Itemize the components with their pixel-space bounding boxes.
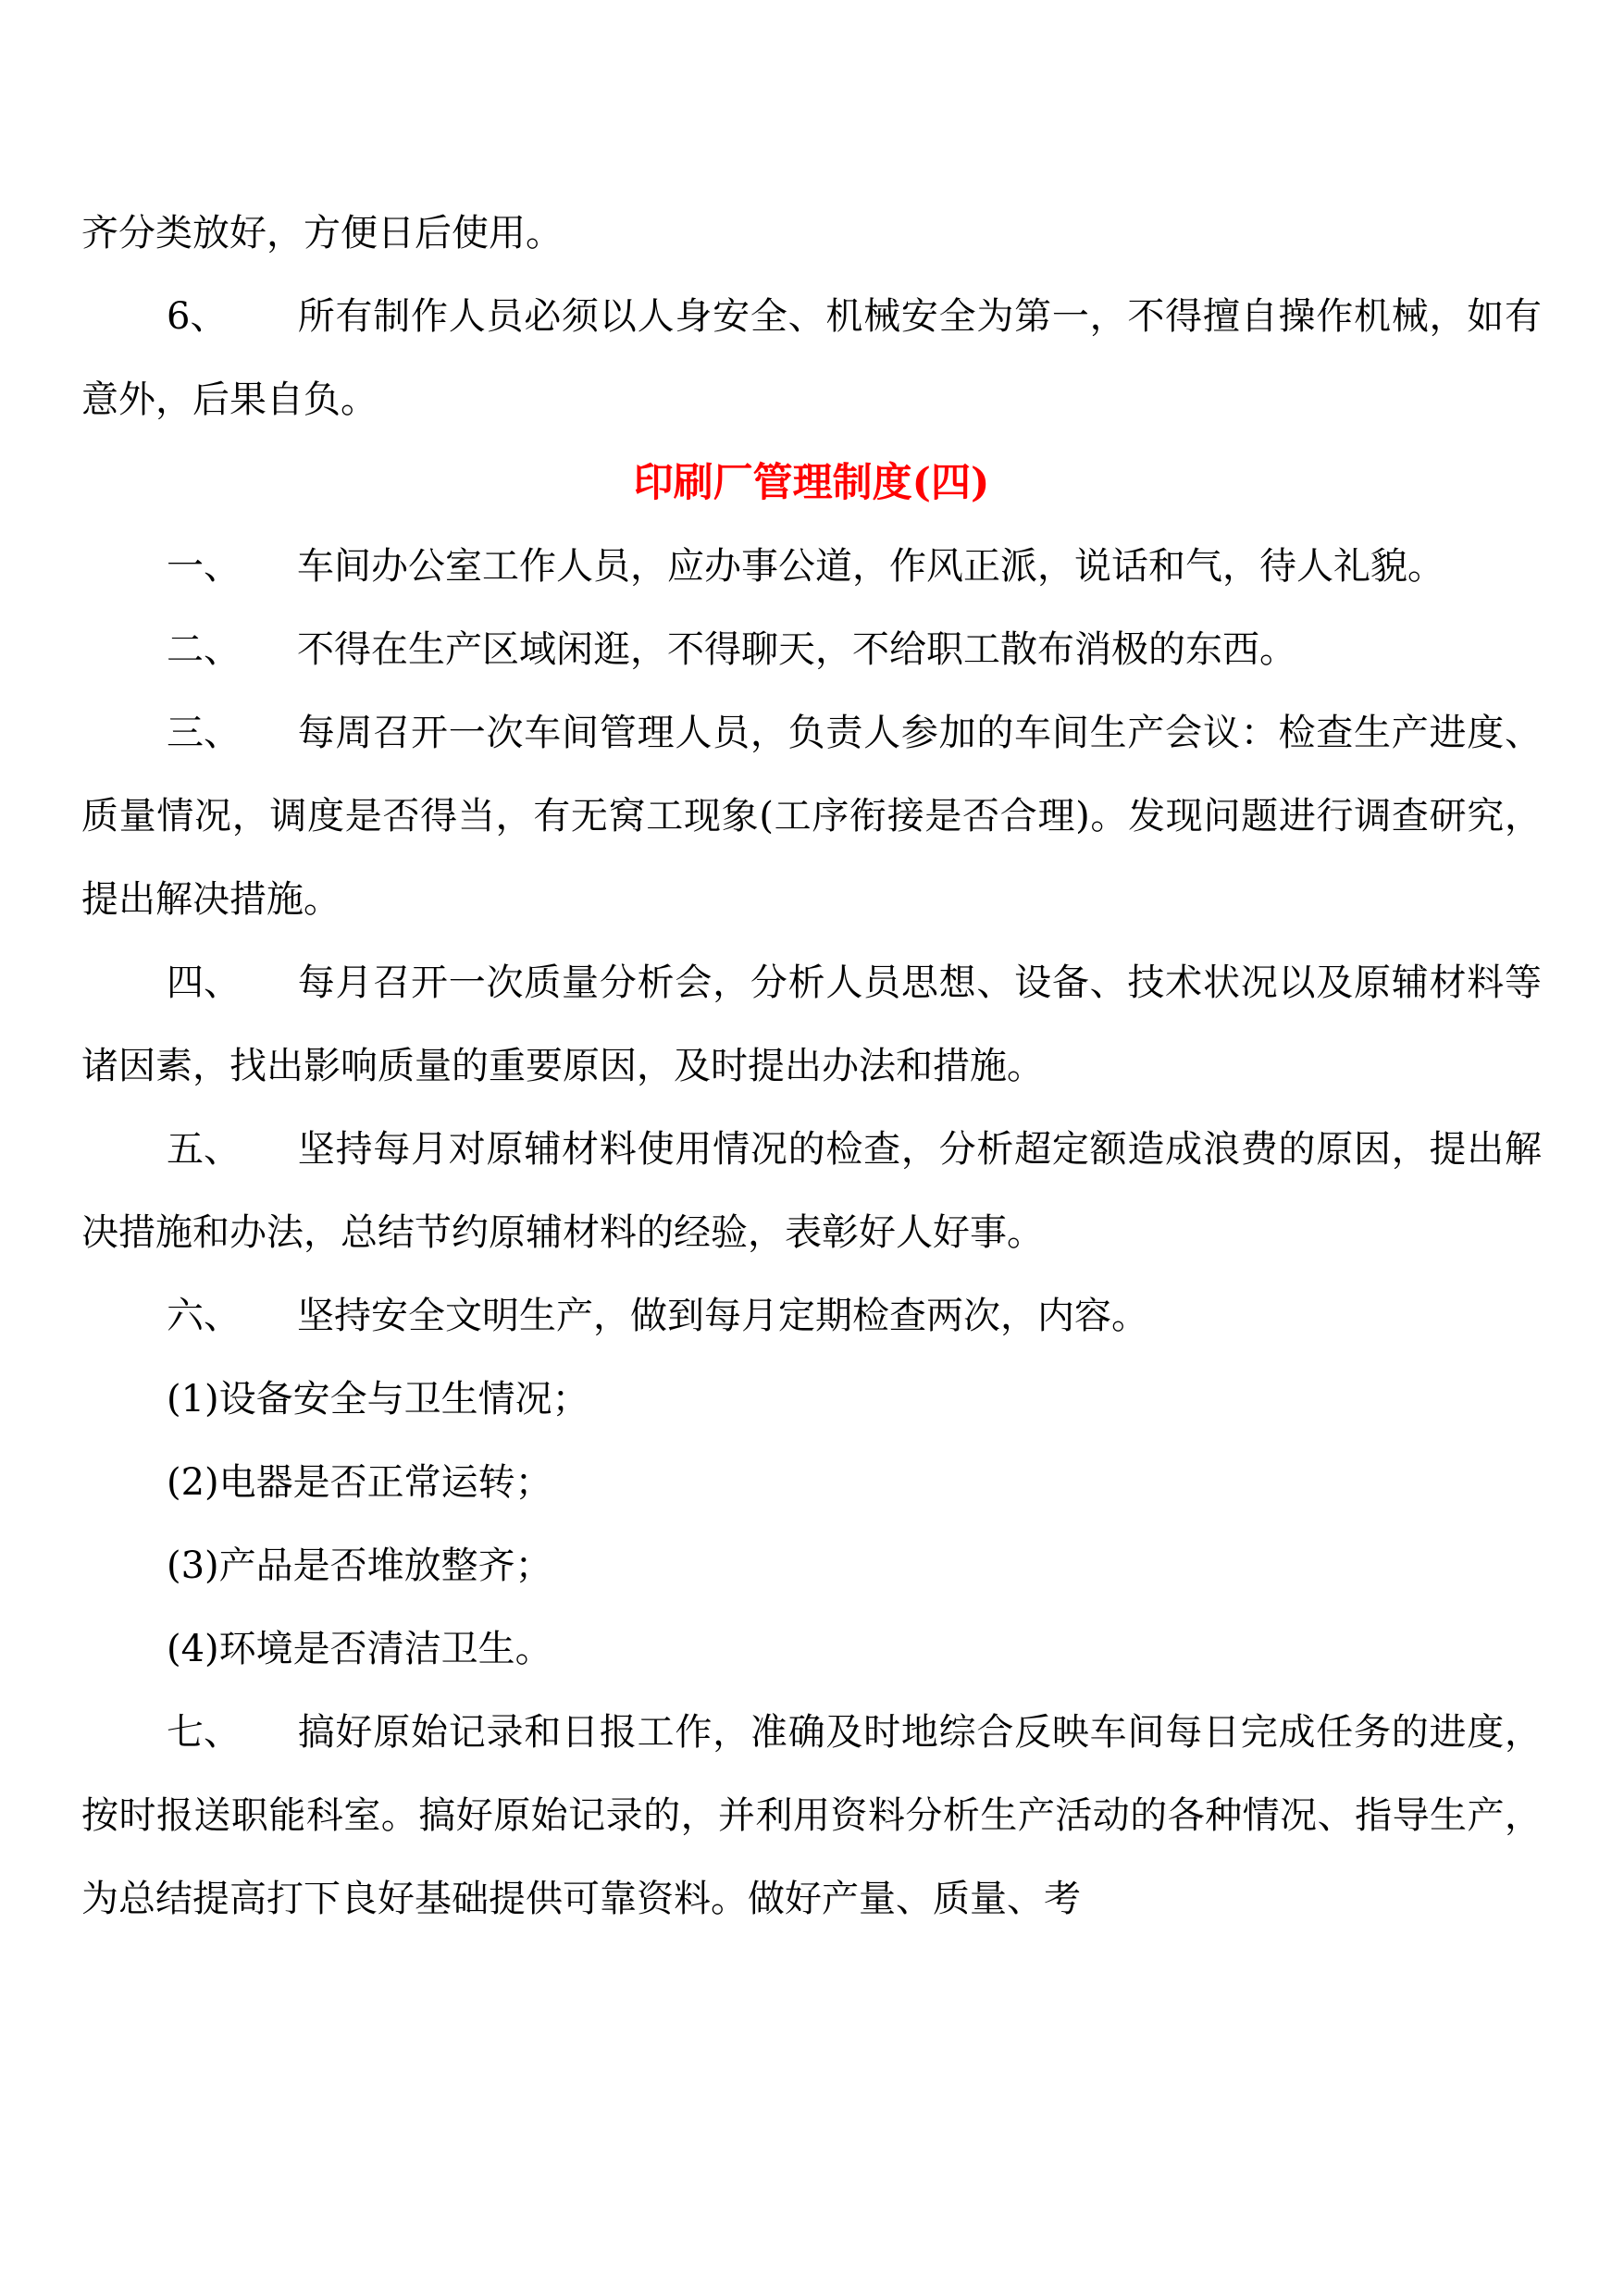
- rule-item-1: [81, 525, 1542, 608]
- rule-item-7: [81, 1691, 1542, 1941]
- continuation-paragraph: 齐分类放好，方便日后使用。: [81, 212, 563, 254]
- sub-item-3: (3)产品是否堆放整齐；: [167, 1544, 552, 1587]
- item-6-text: 所有制作人员必须以人身安全、机械安全为第一，不得擅自操作机械，如有意外，后果自负。: [81, 295, 1542, 421]
- rule-item-text: 车间办公室工作人员，应办事公道，作风正派，说话和气，待人礼貌。: [297, 545, 1444, 588]
- rule-item-text: 每月召开一次质量分析会，分析人员思想、设备、技术状况以及原辅材料等诸因素，找出影响质量的重要原因，及时提出办法和措施。: [81, 961, 1542, 1087]
- rule-item-6: [81, 1274, 1542, 1358]
- sub-item-2: (2)电器是否正常运转；: [167, 1461, 552, 1504]
- rule-item-number: 七、: [167, 1711, 241, 1754]
- rule-item-text: 不得在生产区域闲逛，不得聊天，不给职工散布消极的东西。: [297, 628, 1296, 671]
- section-title: 印刷厂管理制度(四): [633, 460, 990, 506]
- rule-item-3: [81, 691, 1542, 941]
- rule-item-number: 六、: [167, 1295, 241, 1337]
- rule-item-number: 二、: [167, 628, 241, 671]
- item-6-paragraph: [81, 275, 1542, 441]
- rule-item-text: 搞好原始记录和日报工作，准确及时地综合反映车间每日完成任务的进度，按时报送职能科室。搞好原始记录的，并利用资料分析生产活动的各种情况、指导生产，为总结提高打下良好基础提供可靠资料。做好产量、质量、考: [81, 1711, 1542, 1920]
- rule-item-text: 坚持安全文明生产，做到每月定期检查两次，内容。: [297, 1295, 1148, 1337]
- sub-item-1: (1)设备安全与卫生情况；: [167, 1378, 589, 1420]
- rule-item-number: 四、: [167, 961, 241, 1004]
- rule-item-text: 每周召开一次车间管理人员，负责人参加的车间生产会议：检查生产进度、质量情况，调度是否得当，有无窝工现象(工序衔接是否合理)。发现问题进行调查研究，提出解决措施。: [81, 712, 1542, 921]
- sub-item-4: (4)环境是否清洁卫生。: [167, 1628, 552, 1670]
- rule-item-4: [81, 941, 1542, 1108]
- rule-item-5: [81, 1108, 1542, 1274]
- item-6-number: 6、: [167, 295, 228, 338]
- rule-item-number: 三、: [167, 712, 241, 754]
- rule-item-text: 坚持每月对原辅材料使用情况的检查，分析超定额造成浪费的原因，提出解决措施和办法，总结节约原辅材料的经验，表彰好人好事。: [81, 1128, 1542, 1254]
- document-page: [81, 192, 1542, 1941]
- rule-item-number: 五、: [167, 1128, 241, 1171]
- rule-item-2: [81, 608, 1542, 691]
- rule-item-number: 一、: [167, 545, 241, 588]
